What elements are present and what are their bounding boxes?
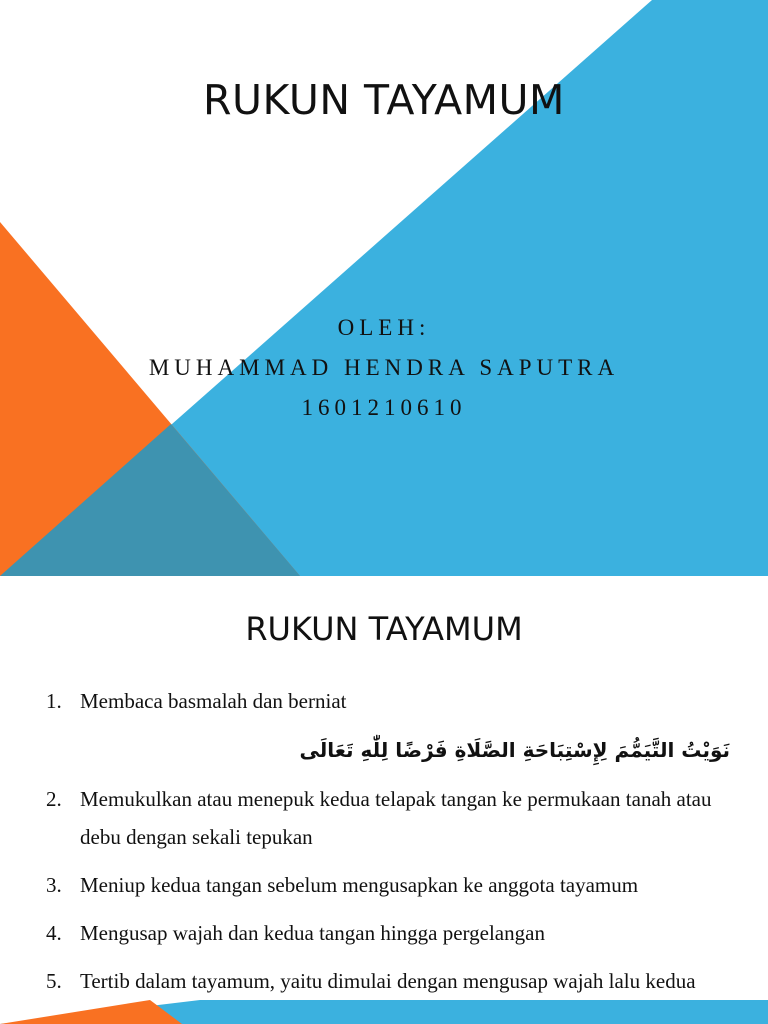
author-label: OLEH: xyxy=(337,315,431,340)
slide-title: RUKUN TAYAMUM xyxy=(203,76,565,124)
author-id: 1601210610 xyxy=(301,395,467,420)
list-item xyxy=(40,866,740,904)
list-text: Mengusap wajah dan kedua tangan hingga pergelangan xyxy=(80,921,545,945)
rukun-list xyxy=(40,682,740,1024)
list-text: Memukulkan atau menepuk kedua telapak tangan ke permukaan tanah atau debu dengan sekali tepukan xyxy=(80,787,712,849)
author-block xyxy=(0,308,768,428)
list-number: 1. xyxy=(46,689,62,713)
list-number: 4. xyxy=(46,921,62,945)
list-text: Meniup kedua tangan sebelum mengusapkan ke anggota tayamum xyxy=(80,873,639,897)
list-number: 2. xyxy=(46,787,62,811)
list-item xyxy=(40,682,740,720)
list-text: Tertib dalam tayamum, yaitu dimulai dengan mengusap wajah lalu kedua xyxy=(80,969,696,993)
list-number: 3. xyxy=(46,873,62,897)
arabic-niat-text: نَوَيْتُ التَّيَمُّمَ لِإِسْتِبَاحَةِ الصَّلَاةِ فَرْضًا لِلّٰهِ تَعَالَى xyxy=(299,738,730,762)
author-name: MUHAMMAD HENDRA SAPUTRA xyxy=(148,355,620,380)
slide-corner-shapes xyxy=(0,1000,768,1024)
slide-title: RUKUN TAYAMUM xyxy=(245,610,523,648)
list-item xyxy=(40,780,740,856)
orange-corner-shape xyxy=(0,1000,182,1024)
list-text: Membaca basmalah dan berniat xyxy=(80,689,347,713)
content-slide xyxy=(0,576,768,1024)
list-item xyxy=(40,914,740,952)
list-number: 5. xyxy=(46,969,62,993)
